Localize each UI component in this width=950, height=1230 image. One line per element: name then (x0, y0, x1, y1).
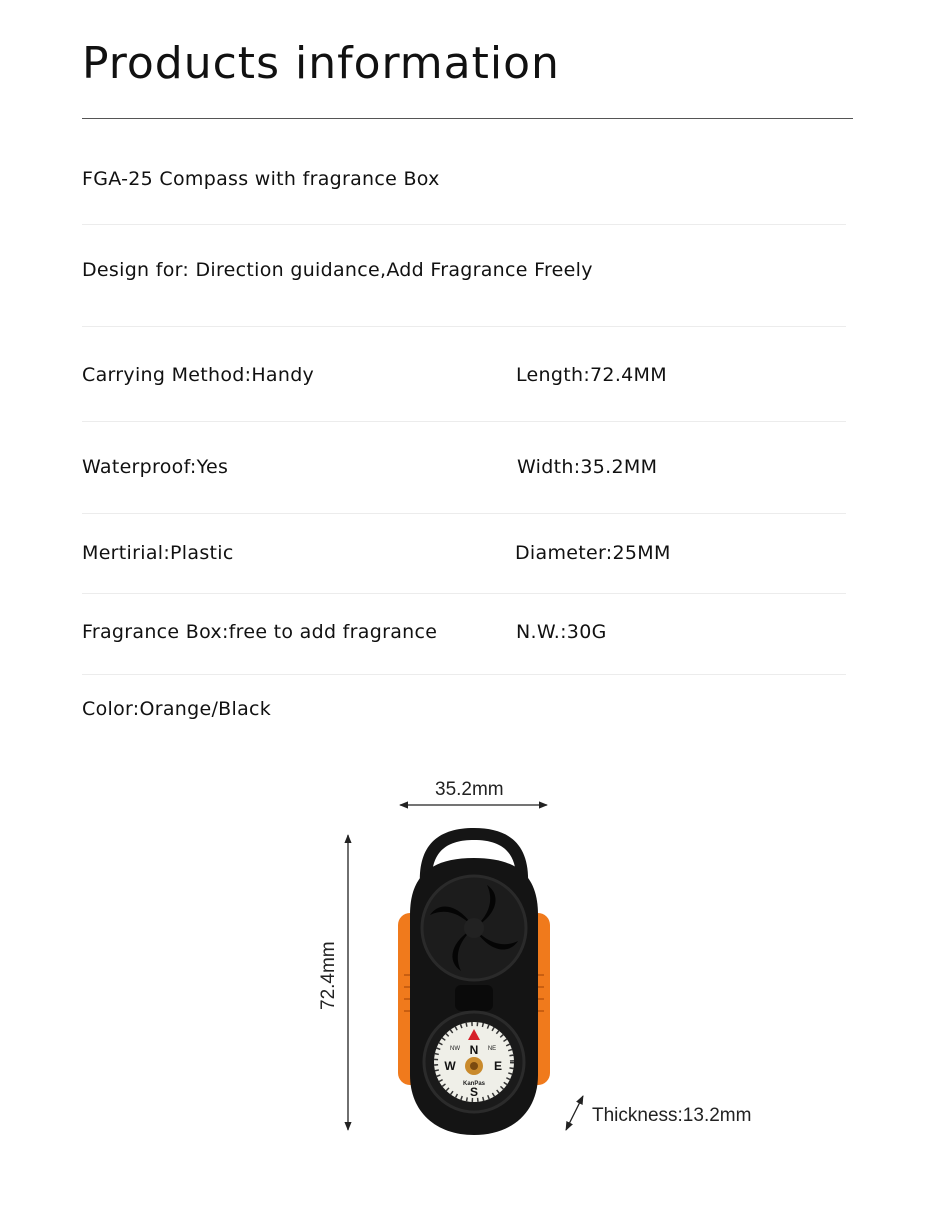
compass-letter-n: N (469, 1043, 479, 1057)
product-name: FGA-25 Compass with fragrance Box (82, 168, 440, 190)
compass-letter-nw: NW (450, 1046, 460, 1052)
width-dimension-label: 35.2mm (435, 779, 504, 800)
compass-letter-w: W (444, 1059, 456, 1073)
compass-letter-s: S (469, 1085, 479, 1099)
thickness-dimension-label: Thickness:13.2mm (592, 1105, 752, 1126)
spec-length: Length:72.4MM (516, 364, 667, 386)
spec-material: Mertirial:Plastic (82, 542, 234, 564)
height-dimension-label: 72.4mm (318, 941, 339, 1010)
compass-device (398, 828, 550, 1135)
spec-fragrance-box: Fragrance Box:free to add fragrance (82, 621, 438, 643)
spec-width: Width:35.2MM (517, 456, 658, 478)
compass-letter-ne: NE (487, 1046, 497, 1052)
compass-brand: KanPas (462, 1081, 486, 1087)
spec-color: Color:Orange/Black (82, 698, 272, 720)
spec-waterproof: Waterproof:Yes (82, 456, 229, 478)
compass-letter-e: E (493, 1059, 503, 1073)
design-for: Design for: Direction guidance,Add Fragrance Freely (82, 259, 593, 281)
thickness-dimension-arrow (566, 1096, 583, 1130)
spec-carrying-method: Carrying Method:Handy (82, 364, 315, 386)
spec-diameter: Diameter:25MM (515, 542, 671, 564)
spec-net-weight: N.W.:30G (516, 621, 607, 643)
page-title: Products information (82, 38, 560, 89)
